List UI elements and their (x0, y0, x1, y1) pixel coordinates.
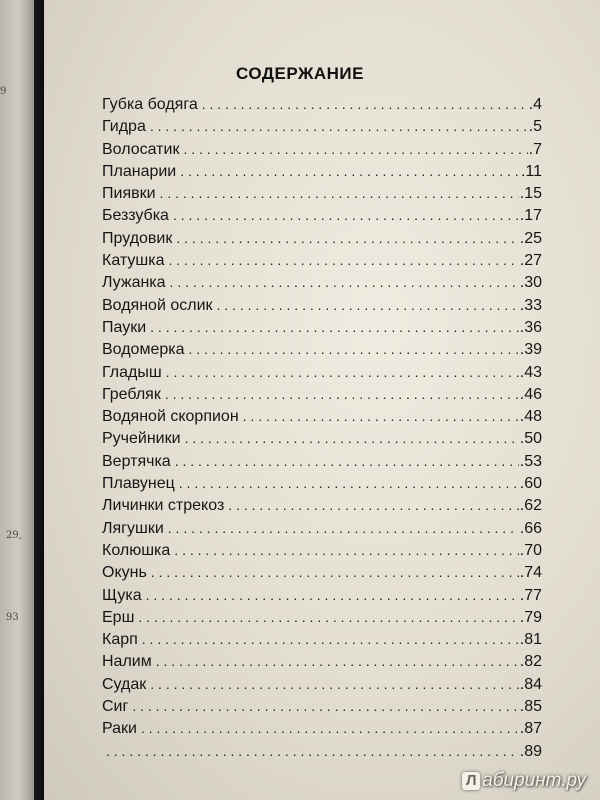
toc-entry-title: Лужанка (102, 274, 166, 292)
toc-entry (102, 252, 542, 274)
toc-entry-title: Водяной ослик (102, 296, 213, 314)
toc-entry-page: .5 (528, 118, 542, 136)
toc-entry-title: Пиявки (102, 185, 156, 203)
toc-leader-dots (180, 163, 520, 179)
toc-entry-page: .89 (519, 742, 542, 760)
toc-entry-page: .17 (519, 207, 542, 225)
toc-entry-page: .36 (519, 318, 542, 336)
toc-entry-page: .50 (519, 430, 542, 448)
toc-entry-page: .74 (519, 564, 542, 582)
toc-entry (102, 609, 542, 631)
toc-entry (102, 475, 542, 497)
toc-leader-dots (106, 743, 519, 759)
page-title: СОДЕРЖАНИЕ (236, 64, 364, 83)
toc-entry-title: Планарии (102, 162, 177, 180)
labirint-logo-icon: Л (462, 772, 480, 790)
toc-entry-title: Прудовик (102, 229, 173, 247)
toc-entry-page: .77 (519, 586, 542, 604)
toc-entry (102, 230, 542, 252)
toc-leader-dots (132, 698, 518, 714)
toc-entry-page: .33 (519, 296, 542, 314)
toc-entry (102, 676, 542, 698)
toc-entry-page: .30 (519, 274, 542, 292)
toc-entry-page: .70 (519, 541, 542, 559)
toc-entry-title: Гидра (102, 118, 146, 136)
toc-entry-title: Лягушки (102, 519, 164, 537)
toc-entry (102, 564, 542, 586)
toc-entry-title: Катушка (102, 252, 165, 270)
toc-entry (102, 185, 542, 207)
toc-leader-dots (150, 676, 518, 692)
toc-entry-title: Ручейники (102, 430, 181, 448)
toc-entry-page: .53 (519, 452, 542, 470)
toc-leader-dots (150, 319, 519, 335)
toc-leader-dots (183, 141, 527, 157)
toc-entry-page: .25 (519, 229, 542, 247)
toc-entry-page: .84 (519, 675, 542, 693)
toc-leader-dots (185, 430, 519, 446)
toc-entry (102, 430, 542, 452)
toc-entry-page: .48 (519, 408, 542, 426)
toc-entry-title: Карп (102, 631, 138, 649)
toc-entry (102, 386, 542, 408)
toc-entry (102, 163, 542, 185)
toc-entry-title: Водяной скорпион (102, 408, 239, 426)
toc-entry-page: .15 (519, 185, 542, 203)
toc-entry-page: .87 (519, 720, 542, 738)
toc-entry-title: Окунь (102, 564, 147, 582)
toc-entry (102, 520, 542, 542)
toc-leader-dots (173, 207, 519, 223)
toc-leader-dots (141, 720, 519, 736)
toc-entry (102, 653, 542, 675)
toc-leader-dots (168, 252, 518, 268)
toc-entry-title: Налим (102, 653, 152, 671)
toc-entry (102, 364, 542, 386)
toc-leader-dots (151, 564, 519, 580)
toc-leader-dots (170, 274, 519, 290)
toc-leader-dots (142, 631, 519, 647)
toc-entry-page: .46 (519, 385, 542, 403)
toc-entry-title: Личинки стрекоз (102, 497, 225, 515)
toc-entry-title: Беззубка (102, 207, 169, 225)
toc-entry-page: .82 (519, 653, 542, 671)
toc-entry (102, 720, 542, 742)
labirint-watermark (462, 770, 586, 792)
toc-entry-title: Гладыш (102, 363, 162, 381)
toc-leader-dots (168, 520, 519, 536)
toc-entry (102, 96, 542, 118)
toc-leader-dots (165, 386, 519, 402)
toc-entry-page: .4 (528, 96, 542, 113)
toc-entry-title: Пауки (102, 318, 147, 336)
toc-leader-dots (202, 96, 528, 112)
toc-entry (102, 141, 542, 163)
toc-leader-dots (138, 609, 518, 625)
toc-entry-title: Вертячка (102, 452, 171, 470)
toc-entry-page: .7 (528, 140, 542, 158)
toc-leader-dots (179, 475, 519, 491)
toc-leader-dots (146, 587, 519, 603)
toc-entry (102, 118, 542, 140)
toc-entry-title: Судак (102, 675, 147, 693)
toc-entry (102, 341, 542, 363)
toc-entry-title: Ерш (102, 608, 135, 626)
toc-entry (102, 497, 542, 519)
toc-entry-title: Волосатик (102, 140, 180, 158)
toc-entry-title: Колюшка (102, 541, 171, 559)
toc-entry-page: .79 (519, 608, 542, 626)
toc-entry-title: Гребляк (102, 385, 161, 403)
toc-leader-dots (176, 230, 518, 246)
toc-entry (102, 587, 542, 609)
left-page-fragment: 9 (0, 86, 7, 97)
left-page-edge (0, 0, 34, 800)
toc-entry (102, 743, 542, 765)
toc-entry (102, 274, 542, 296)
toc-entry-page: .39 (519, 341, 542, 359)
book-spine-shadow (34, 0, 44, 800)
toc-entry-page: .27 (519, 252, 542, 270)
toc-leader-dots (166, 364, 519, 380)
toc-entry-page: .62 (519, 497, 542, 515)
toc-leader-dots (243, 408, 519, 424)
toc-entry-title: Водомерка (102, 341, 185, 359)
toc-entry-title: Губка бодяга (102, 96, 198, 113)
toc-leader-dots (175, 453, 519, 469)
toc-leader-dots (156, 653, 519, 669)
toc-entry (102, 408, 542, 430)
toc-leader-dots (150, 118, 528, 134)
toc-leader-dots (189, 341, 519, 357)
toc-entry-page: .11 (520, 162, 542, 180)
toc-entry-title: Плавунец (102, 475, 175, 493)
left-page-fragment: 29, (6, 530, 22, 541)
toc-entry (102, 542, 542, 564)
toc-entry-page: .60 (519, 475, 542, 493)
toc-entry (102, 631, 542, 653)
toc-leader-dots (174, 542, 518, 558)
toc-entry-title: Сиг (102, 698, 129, 716)
toc-entry (102, 453, 542, 475)
toc-entry (102, 297, 542, 319)
toc-entry (102, 207, 542, 229)
left-page-fragment: 93 (6, 612, 19, 623)
toc-entry-title: Щука (102, 586, 142, 604)
toc-entry-title: Раки (102, 720, 137, 738)
toc-leader-dots (228, 497, 518, 513)
toc-entry (102, 319, 542, 341)
toc-leader-dots (160, 185, 519, 201)
table-of-contents (102, 96, 542, 765)
toc-entry-page: .81 (519, 631, 542, 649)
toc-leader-dots (217, 297, 519, 313)
watermark-text: абиринт.ру (482, 770, 586, 791)
toc-entry-page: .43 (519, 363, 542, 381)
toc-entry-page: .85 (519, 698, 542, 716)
toc-entry-page: .66 (519, 519, 542, 537)
toc-entry (102, 698, 542, 720)
